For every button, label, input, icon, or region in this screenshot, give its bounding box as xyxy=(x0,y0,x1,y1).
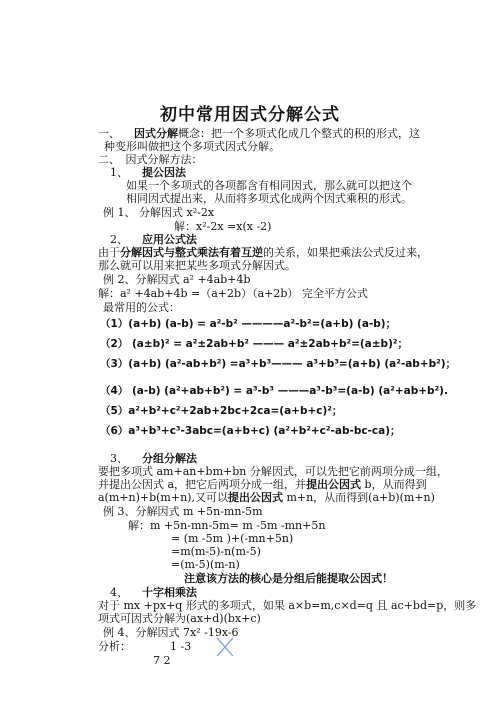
example-4: 例 4、分解因式 7x² -19x-6 xyxy=(103,626,239,639)
method-1-para-1: 如果一个多项式的各项都含有相同因式，那么就可以把这个 xyxy=(126,179,412,192)
section-1-line-1 xyxy=(98,127,420,140)
section-1-term: 因式分解 xyxy=(134,127,178,140)
formula-5: （5）a²+b²+c²+2ab+2bc+2ca=(a+b+c)²； xyxy=(100,405,343,417)
method-1-number: 1、 xyxy=(110,166,128,179)
method-3-note: 注意该方法的核心是分组后能提取公因式！ xyxy=(184,572,393,585)
method-1-para-2: 相同因式提出来，从而将多项式化成两个因式乘积的形式。 xyxy=(126,192,412,205)
method-3-para-3c: m+n，从而得到(a+b)(m+n) xyxy=(282,491,435,504)
formula-1: （1）(a+b) (a-b) = a²-b² ————a²-b²=(a+b) (a-b)； xyxy=(100,318,397,330)
method-3-para-3a: a(m+n)+b(m+n),又可以 xyxy=(98,491,228,504)
example-3-step-1: 解：m +5n-mn-5m= m -5m -mn+5n xyxy=(128,519,326,532)
cross-multiply-row-2: 7 2 xyxy=(153,654,171,667)
section-1-line-2: 种变形叫做把这个多项式因式分解。 xyxy=(104,140,280,153)
method-1-heading xyxy=(110,166,186,179)
example-3-step-2: = (m -5m )+(-mn+5n) xyxy=(171,532,294,545)
formula-3: （3）(a+b) (a²-ab+b²) =a³+b³——— a³+b³=(a+b) (a²-ab+b²)； xyxy=(100,358,457,370)
cross-mark-icon xyxy=(214,636,236,658)
method-2-heading xyxy=(110,233,197,246)
method-2-para-2: 那么就可以用来把某些多项式分解因式。 xyxy=(98,259,296,272)
cross-multiply-row-1: 1 -3 xyxy=(170,640,192,653)
method-3-title: 分组分解法 xyxy=(142,452,197,465)
method-1-title: 提公因法 xyxy=(142,166,186,179)
section-1-text: 概念：把一个多项式化成几个整式的积的形式，这 xyxy=(178,127,420,140)
method-3-para-2b: 提出公因式 xyxy=(306,478,362,491)
method-3-para-2 xyxy=(98,478,427,491)
section-1-number: 一、 xyxy=(98,127,120,140)
method-4-heading xyxy=(110,586,197,599)
example-3-step-3: =m(m-5)-n(m-5) xyxy=(171,545,261,558)
formula-4: （4） (a-b) (a²+ab+b²) = a³-b³ ———a³-b³=(a-b) (a²+ab+b²). xyxy=(100,385,448,397)
method-3-heading xyxy=(110,452,197,465)
method-2-para-1b: 分解因式与整式乘法有着互逆 xyxy=(120,246,263,259)
example-1-solution: 解：x²-2x =x(x -2) xyxy=(174,220,272,233)
method-3-para-1: 要把多项式 am+an+bm+bn 分解因式，可以先把它前两项分成一组， xyxy=(98,465,448,478)
method-2-title: 应用公式法 xyxy=(142,233,197,246)
method-2-para-1 xyxy=(98,246,428,259)
method-3-para-3b: 提出公因式 xyxy=(227,491,283,504)
section-2-heading: 二、 因式分解方法： xyxy=(98,153,203,166)
method-3-number: 3、 xyxy=(110,452,128,465)
method-2-para-1a: 由于 xyxy=(98,246,120,259)
method-4-para-2: 项式可因式分解为(ax+d)(bx+c) xyxy=(98,612,261,625)
example-3: 例 3、分解因式 m +5n-mn-5m xyxy=(103,505,263,518)
example-2-solution: 解：a² +4ab+4b =（a+2b）（a+2b） 完全平方公式 xyxy=(98,287,368,300)
example-2: 例 2、分解因式 a² +4ab+4b xyxy=(103,273,251,286)
formula-6: （6）a³+b³+c³-3abc=(a+b+c) (a²+b²+c²-ab-bc-ca)； xyxy=(100,425,401,437)
page-title: 初中常用因式分解公式 xyxy=(160,105,340,125)
analysis-label: 分析： xyxy=(98,640,131,653)
formula-2: （2） (a±b)² = a²±2ab+b² ——— a²±2ab+b²=(a±b)²； xyxy=(100,338,408,350)
method-3-para-2c: b，从而得到 xyxy=(361,478,427,491)
method-3-para-2a: 并提出公因式 a，把它后两项分成一组，并 xyxy=(98,478,307,491)
method-2-number: 2、 xyxy=(110,233,128,246)
example-1: 例 1、 分解因式 x²-2x xyxy=(103,206,215,219)
example-3-step-4: =(m-5)(m-n) xyxy=(171,558,240,571)
method-4-para-1: 对于 mx +px+q 形式的多项式，如果 a×b=m,c×d=q 且 ac+bd=p，则多 xyxy=(98,599,477,612)
method-4-number: 4、 xyxy=(110,586,128,599)
method-2-para-1c: 的关系，如果把乘法公式反过来， xyxy=(263,246,428,259)
method-3-para-3 xyxy=(98,491,435,504)
method-4-title: 十字相乘法 xyxy=(142,586,197,599)
common-formulas-label: 最常用的公式： xyxy=(103,301,180,314)
